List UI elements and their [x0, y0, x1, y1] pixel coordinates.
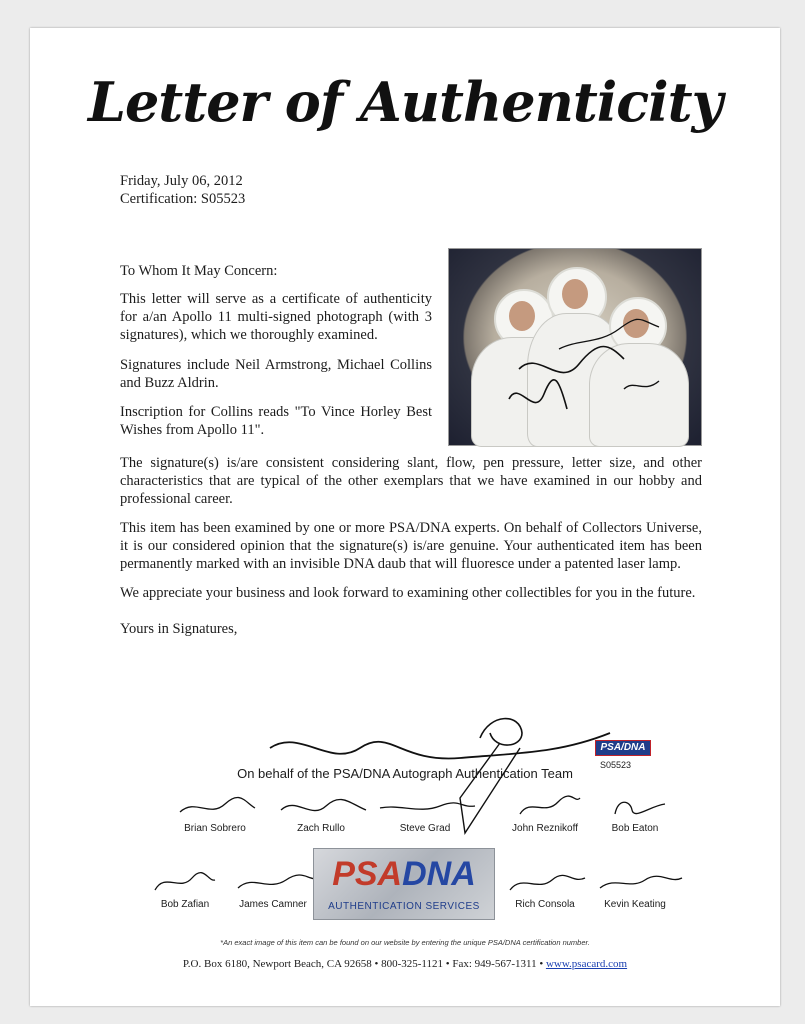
member-keating [570, 870, 700, 910]
signature-mark [360, 794, 490, 820]
member-name: Zach Rullo [297, 823, 345, 834]
letter-date: Friday, July 06, 2012 [120, 173, 243, 189]
team-caption: On behalf of the PSA/DNA Autograph Authentication Team [237, 766, 573, 781]
footer-address: P.O. Box 6180, Newport Beach, CA 92658 • 800-325-1121 • Fax: 949-567-1311 • [182, 958, 546, 970]
closing: Yours in Signatures, [120, 621, 238, 637]
member-grad [360, 794, 490, 834]
psa-dna-badge: PSA/DNA [595, 740, 651, 756]
paragraph-examination: This item has been examined by one or more PSA/DNA experts. On behalf of Collectors Universe, it is our considered opinion that the signature(s) is/are genuine. Your authenticated item has been permanently marked with an invisible DNA daub that will fluoresce under a patented laser lamp. [120, 520, 702, 572]
logo-dna: DNA [402, 855, 476, 893]
salutation: To Whom It May Concern: [120, 263, 278, 279]
member-name: John Reznikoff [512, 823, 578, 834]
certification-number: Certification: S05523 [120, 191, 246, 207]
paragraph-consistency: The signature(s) is/are consistent considering slant, flow, pen pressure, letter size, and other characteristics that are typical of the other exemplars that we have examined in our hobby and professional career. [120, 455, 702, 507]
signature-mark [570, 870, 700, 896]
member-eaton [570, 794, 700, 834]
paragraph-appreciation: We appreciate your business and look forward to examining other collectibles for you in the future. [120, 585, 696, 601]
badge-cert-number: S05523 [600, 760, 632, 770]
paragraph-certificate: This letter will serve as a certificate of authenticity for a/an Apollo 11 multi-signed photograph (with 3 signatures), which we thoroughly examined. [120, 291, 432, 343]
paragraph-inscription: Inscription for Collins reads "To Vince Horley Best Wishes from Apollo 11". [120, 404, 432, 438]
letter-meta [120, 172, 245, 208]
logo-psa: PSA [332, 855, 403, 893]
logo-wordmark [314, 855, 494, 894]
letter-heading: Letter of Authenticity [87, 70, 722, 134]
member-name: Steve Grad [399, 823, 451, 834]
logo-subtitle: AUTHENTICATION SERVICES [328, 901, 480, 912]
member-name: James Camner [239, 899, 307, 910]
apollo-11-photograph [448, 248, 702, 446]
member-name: Bob Eaton [611, 823, 659, 834]
signature-mark [570, 794, 700, 820]
member-name: Kevin Keating [604, 899, 666, 910]
member-name: Rich Consola [515, 899, 575, 910]
disclaimer: *An exact image of this item can be found on our website by entering the unique PSA/DNA certification number. [220, 938, 590, 947]
letter-page [30, 28, 780, 1006]
website-link[interactable]: www.psacard.com [545, 958, 628, 970]
paragraph-signatures: Signatures include Neil Armstrong, Michael Collins and Buzz Aldrin. [120, 357, 432, 391]
member-name: Bob Zafian [160, 899, 210, 910]
footer [30, 958, 780, 970]
psa-dna-logo [313, 848, 495, 920]
member-name: Brian Sobrero [184, 823, 246, 834]
photo-signatures [449, 249, 701, 445]
